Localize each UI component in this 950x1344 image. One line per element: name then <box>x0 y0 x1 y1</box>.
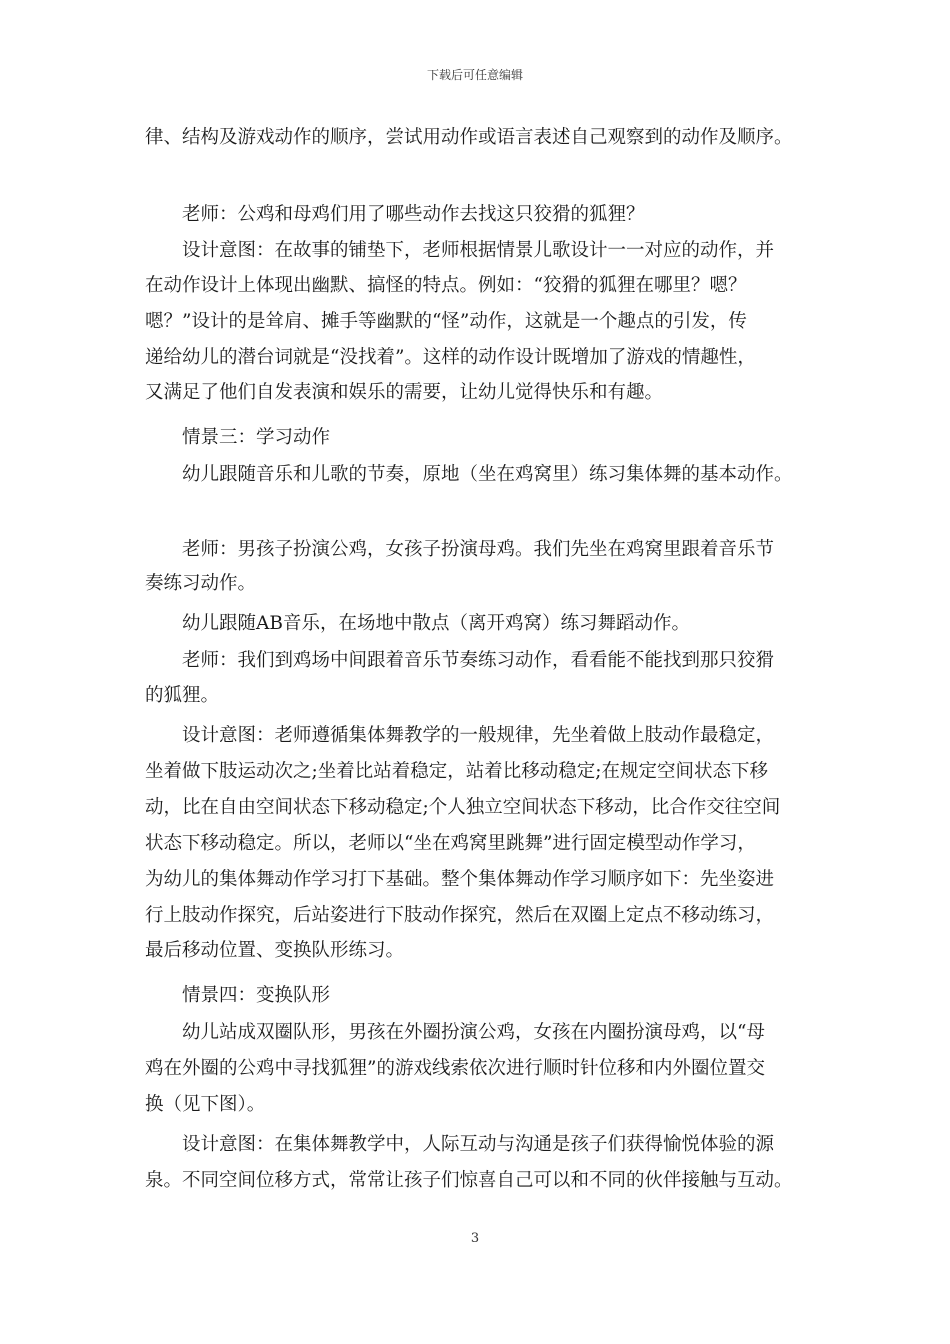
text-line: 设计意图：老师遵循集体舞教学的一般规律，先坐着做上肢动作最稳定， <box>145 725 775 746</box>
page-header: 下载后可任意编辑 <box>426 68 523 82</box>
text-line: 幼儿站成双圈队形，男孩在外圈扮演公鸡，女孩在内圈扮演母鸡，以“母 <box>145 1022 765 1043</box>
text-line: 最后移动位置、变换队形练习。 <box>145 940 405 961</box>
text-line: 又满足了他们自发表演和娱乐的需要，让幼儿觉得快乐和有趣。 <box>145 382 664 403</box>
text-line: 奏练习动作。 <box>145 573 257 594</box>
text-line: 递给幼儿的潜台词就是“没找着”。这样的动作设计既增加了游戏的情趣性， <box>145 347 756 368</box>
text-line: 情景四：变换队形 <box>145 985 331 1006</box>
text-line: 律、结构及游戏动作的顺序，尝试用动作或语言表述自己观察到的动作及顺序。 <box>145 127 793 148</box>
text-line: 换（见下图）。 <box>145 1094 266 1115</box>
text-line: 幼儿跟随音乐和儿歌的节奏，原地（坐在鸡窝里）练习集体舞的基本动作。 <box>145 464 793 485</box>
text-line: 设计意图：在故事的铺垫下，老师根据情景儿歌设计一一对应的动作，并 <box>145 240 775 261</box>
text-line: 为幼儿的集体舞动作学习打下基础。整个集体舞动作学习顺序如下：先坐姿进 <box>145 869 775 890</box>
text-line: 情景三：学习动作 <box>145 427 331 448</box>
text-line: 泉。不同空间位移方式，常常让孩子们惊喜自己可以和不同的伙伴接触与互动。 <box>145 1170 793 1191</box>
text-line: 的狐狸。 <box>145 685 220 706</box>
text-line: 设计意图：在集体舞教学中，人际互动与沟通是孩子们获得愉悦体验的源 <box>145 1134 775 1155</box>
text-line: 嗯？”设计的是耸肩、摊手等幽默的“怪”动作，这就是一个趣点的引发，传 <box>145 311 747 332</box>
text-line: 幼儿跟随AB音乐，在场地中散点（离开鸡窝）练习舞蹈动作。 <box>145 613 690 634</box>
text-line: 动，比在自由空间状态下移动稳定;个人独立空间状态下移动，比合作交往空间 <box>145 797 781 818</box>
text-line: 在动作设计上体现出幽默、搞怪的特点。例如：“狡猾的狐狸在哪里？嗯？ <box>145 275 747 296</box>
page-number: 3 <box>470 1231 480 1246</box>
text-line: 老师：男孩子扮演公鸡，女孩子扮演母鸡。我们先坐在鸡窝里跟着音乐节 <box>145 539 775 560</box>
text-line: 行上肢动作探究，后站姿进行下肢动作探究，然后在双圈上定点不移动练习， <box>145 905 775 926</box>
text-line: 鸡在外圈的公鸡中寻找狐狸”的游戏线索依次进行顺时针位移和内外圈位置交 <box>145 1058 765 1079</box>
text-line: 老师：公鸡和母鸡们用了哪些动作去找这只狡猾的狐狸？ <box>145 204 645 225</box>
text-line: 状态下移动稳定。所以，老师以“坐在鸡窝里跳舞”进行固定模型动作学习， <box>145 833 756 854</box>
text-line: 老师：我们到鸡场中间跟着音乐节奏练习动作，看看能不能找到那只狡猾 <box>145 650 775 671</box>
text-line: 坐着做下肢运动次之;坐着比站着稳定，站着比移动稳定;在规定空间状态下移 <box>145 761 768 782</box>
